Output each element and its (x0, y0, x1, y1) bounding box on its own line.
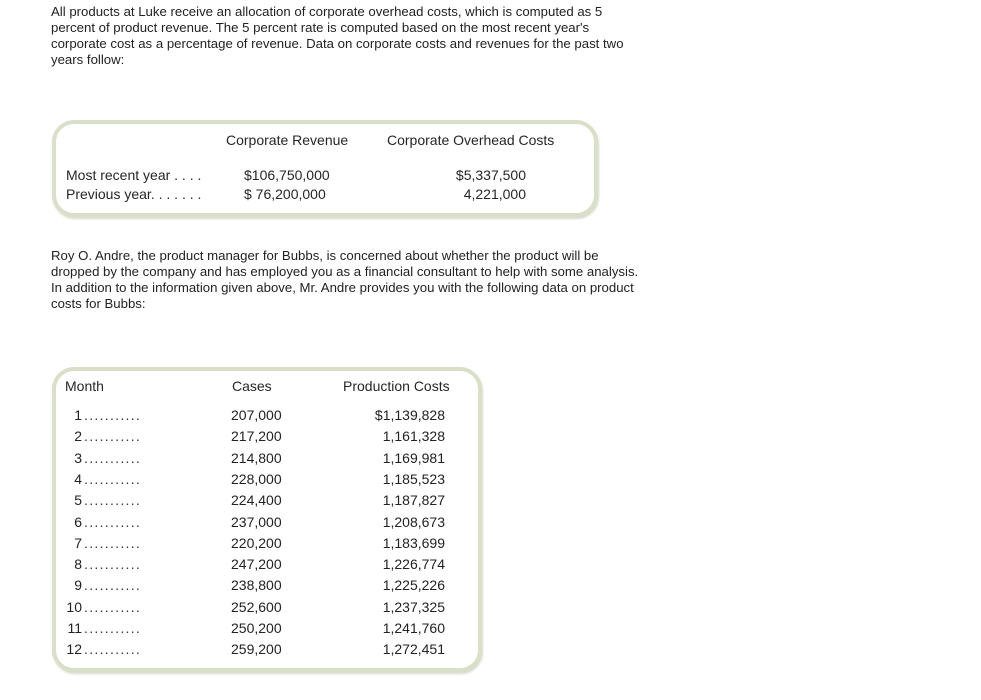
production-cost-cell: $1,139,828 (374, 407, 445, 423)
cases-cell: 252,600 (231, 598, 282, 615)
table-row (56, 620, 476, 641)
month-cell: 9 (74, 577, 82, 594)
cases-cell: 237,000 (231, 513, 282, 530)
leader-dots: ........... (84, 641, 142, 658)
month-cell: 3 (74, 449, 82, 466)
month-cell: 11 (67, 620, 82, 636)
leader-dots: ........... (84, 492, 142, 509)
cases-cell: 247,200 (231, 556, 282, 573)
month-cell: 8 (74, 556, 82, 573)
production-cost-cell: 1,225,226 (382, 577, 445, 594)
roy-paragraph (51, 248, 638, 312)
table-row (56, 471, 476, 492)
leader-dots: ........... (84, 598, 142, 615)
production-cost-cell: 1,187,827 (382, 492, 445, 509)
cell-overhead-previous: 4,221,000 (463, 186, 526, 202)
intro-line: percent of product revenue. The 5 percent rate is computed based on the most recent year's (51, 20, 590, 35)
leader-dots: ........... (84, 534, 142, 551)
month-cell: 1 (74, 407, 82, 423)
table-row (56, 556, 476, 577)
table-row (56, 492, 476, 513)
table-row (56, 428, 476, 449)
table-row (56, 577, 476, 598)
production-cost-cell: 1,272,451 (382, 641, 445, 658)
month-cell: 10 (66, 598, 82, 615)
roy-line: In addition to the information given above, Mr. Andre provides you with the following data on product (51, 280, 634, 295)
production-cost-cell: 1,185,523 (382, 470, 445, 487)
cases-cell: 238,800 (231, 577, 282, 594)
intro-line: years follow: (51, 52, 125, 67)
month-cell: 4 (74, 470, 82, 487)
leader-dots: ........... (84, 428, 142, 445)
month-cell: 2 (74, 428, 82, 445)
table-row (56, 407, 476, 428)
intro-line: All products at Luke receive an allocation of corporate overhead costs, which is computed as 5 (51, 4, 603, 19)
leader-dots: ........... (84, 577, 142, 594)
month-cell: 12 (66, 641, 82, 658)
row-label-most-recent-year: Most recent year . . . . (66, 167, 202, 183)
production-cost-cell: 1,183,699 (382, 534, 445, 551)
cases-cell: 207,000 (231, 407, 282, 423)
intro-line: corporate cost as a percentage of revenue. Data on corporate costs and revenues for the past two (51, 36, 624, 51)
table-row (56, 599, 476, 620)
leader-dots: ........... (84, 449, 142, 466)
roy-line: costs for Bubbs: (51, 296, 146, 311)
table-row (56, 514, 476, 535)
row-label-previous-year: Previous year. . . . . . . (66, 186, 202, 202)
production-cost-cell: 1,169,981 (382, 449, 445, 466)
header-corporate-revenue: Corporate Revenue (226, 132, 349, 148)
leader-dots: ........... (84, 407, 142, 423)
leader-dots: ........... (84, 513, 142, 530)
corporate-cost-table (52, 120, 598, 217)
production-cost-cell: 1,208,673 (382, 513, 445, 530)
intro-paragraph (51, 4, 624, 68)
cell-revenue-most-recent: $106,750,000 (244, 167, 330, 183)
cases-cell: 214,800 (231, 449, 282, 466)
cases-cell: 250,200 (231, 620, 282, 636)
table-row (56, 641, 476, 662)
cases-cell: 217,200 (231, 428, 282, 445)
table-row (56, 535, 476, 556)
leader-dots: ........... (84, 620, 142, 636)
cases-cell: 228,000 (231, 470, 282, 487)
production-cost-cell: 1,241,760 (382, 620, 445, 636)
product-cost-table (52, 367, 482, 672)
production-cost-cell: 1,237,325 (382, 598, 445, 615)
production-cost-cell: 1,161,328 (382, 428, 445, 445)
month-cell: 5 (74, 492, 82, 509)
month-cell: 7 (74, 534, 82, 551)
header-cases: Cases (232, 378, 272, 394)
cases-cell: 224,400 (231, 492, 282, 509)
cases-cell: 220,200 (231, 534, 282, 551)
cell-overhead-most-recent: $5,337,500 (455, 167, 526, 183)
roy-line: Roy O. Andre, the product manager for Bubbs, is concerned about whether the product will be (51, 248, 599, 263)
leader-dots: ........... (84, 556, 142, 573)
table-row (56, 450, 476, 471)
header-corporate-overhead: Corporate Overhead Costs (387, 132, 555, 148)
month-cell: 6 (74, 513, 82, 530)
cases-cell: 259,200 (231, 641, 282, 658)
production-cost-cell: 1,226,774 (382, 556, 445, 573)
cell-revenue-previous: $ 76,200,000 (244, 186, 326, 202)
leader-dots: ........... (84, 470, 142, 487)
header-month: Month (65, 378, 104, 394)
header-production-costs: Production Costs (343, 378, 450, 394)
roy-line: dropped by the company and has employed you as a financial consultant to help with some analysis. (51, 264, 639, 279)
